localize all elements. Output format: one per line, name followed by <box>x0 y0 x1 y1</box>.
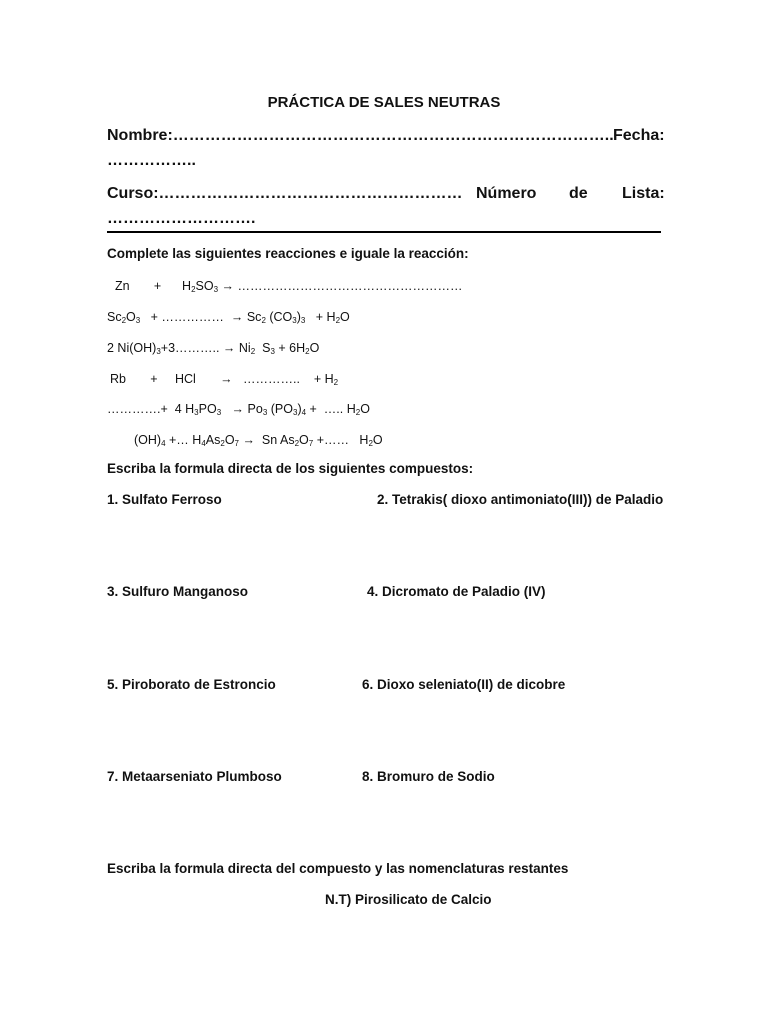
compound-item-2: 2. Tetrakis( dioxo antimoniato(III)) de Paladio <box>377 492 664 507</box>
de-label: de <box>569 185 588 202</box>
equation-1: Zn + $H_2SO_3$ → ……………………………………………… <box>115 279 463 294</box>
lista-field[interactable]: ………………………. <box>107 210 256 227</box>
equation-5: ………….+ 4 $H_3PO_3 \to Po_3$ $(PO_3)_4$ + ….. $H_2O$ <box>107 402 370 417</box>
nombre-field[interactable]: Nombre:……………………………………………………………………….. <box>107 127 614 144</box>
header-divider <box>107 231 661 233</box>
section2-instruction: Escriba la formula directa de los siguientes compuestos: <box>107 461 474 476</box>
compound-item-4: 4. Dicromato de Paladio (IV) <box>367 584 546 599</box>
section3-item: N.T) Pirosilicato de Calcio <box>325 892 492 907</box>
compound-item-3: 3. Sulfuro Manganoso <box>107 584 249 599</box>
numero-label: Número <box>476 185 537 202</box>
compound-item-8: 8. Bromuro de Sodio <box>362 769 495 784</box>
fecha-label: Fecha: <box>613 127 665 144</box>
lista-label: Lista: <box>622 185 665 202</box>
compound-item-1: 1. Sulfato Ferroso <box>107 492 222 507</box>
page-title: PRÁCTICA DE SALES NEUTRAS <box>267 94 501 111</box>
section3-instruction: Escriba la formula directa del compuesto y las nomenclaturas restantes <box>107 861 569 876</box>
compound-item-6: 6. Dioxo seleniato(II) de dicobre <box>362 677 566 692</box>
compound-item-7: 7. Metaarseniato Plumboso <box>107 769 282 784</box>
equation-4: Rb + HCl → ………….. + $H_2$ <box>110 372 339 387</box>
equation-3: 2 $Ni(OH)_3+3\dots\dots\dots$.. → $Ni_2$ $S_3 + 6H_2O$ <box>107 341 320 356</box>
curso-field[interactable]: Curso:………………………………………………… <box>107 185 463 202</box>
compound-item-5: 5. Piroborato de Estroncio <box>107 677 276 692</box>
section1-instruction: Complete las siguientes reacciones e iguale la reacción: <box>107 246 469 261</box>
equation-2: $Sc_2O_3$ + …………… → $Sc_2$ $(CO_3)_3 + H_2O$ <box>107 310 350 325</box>
fecha-field[interactable]: …………….. <box>107 152 196 169</box>
equation-6: $(OH)_4$ +… $H_4As_2O_7 \to Sn$ $As_2O_7$ +…… $H_2O$ <box>134 433 383 448</box>
